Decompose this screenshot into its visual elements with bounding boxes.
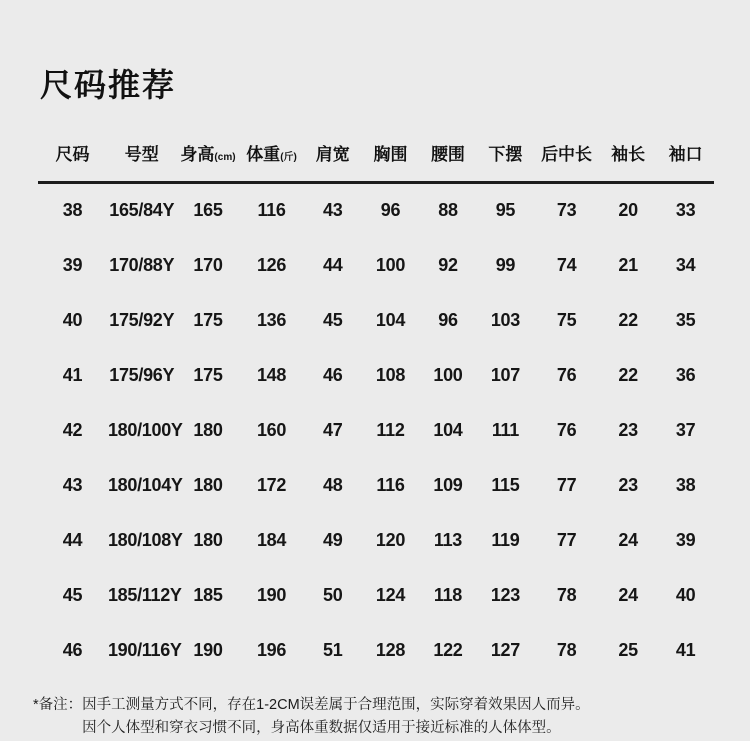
table-cell: 175/96Y (109, 364, 175, 385)
table-cell: 46 (62, 639, 83, 660)
table-row (38, 183, 714, 238)
table-cell: 185 (193, 584, 223, 605)
table-cell: 77 (556, 529, 577, 550)
table-cell: 24 (618, 584, 638, 605)
table-cell: 48 (322, 474, 343, 495)
column-header (534, 130, 599, 183)
column-header-label: 身高 (180, 145, 215, 164)
table-cell: 21 (618, 254, 638, 275)
table-cell: 39 (62, 254, 83, 275)
column-header (362, 130, 419, 183)
table-cell: 104 (433, 419, 463, 440)
table-cell: 34 (675, 254, 696, 275)
table-cell: 96 (380, 200, 401, 221)
table-row (38, 348, 714, 403)
table-cell: 42 (62, 419, 83, 440)
table-cell: 190 (193, 639, 223, 660)
table-cell: 180/104Y (107, 474, 183, 495)
column-header-label: 胸围 (373, 145, 408, 164)
table-cell: 180 (193, 419, 223, 440)
table-cell: 92 (438, 254, 458, 275)
table-cell: 108 (375, 364, 406, 385)
column-header-label: 袖长 (611, 145, 646, 164)
table-cell: 184 (256, 529, 287, 550)
table-row (38, 568, 714, 623)
table-cell: 124 (375, 584, 406, 605)
column-header (599, 130, 657, 183)
table-cell: 113 (433, 529, 463, 550)
table-cell: 123 (490, 584, 520, 605)
table-cell: 196 (256, 639, 287, 660)
table-cell: 50 (322, 584, 343, 605)
table-cell: 180 (193, 529, 223, 550)
column-header-unit: (斤) (280, 152, 297, 163)
table-cell: 23 (618, 474, 638, 495)
table-cell: 44 (62, 529, 83, 550)
table-cell: 180/100Y (107, 419, 183, 440)
table-cell: 22 (618, 364, 638, 385)
column-header-unit: (cm) (214, 152, 236, 163)
table-cell: 99 (495, 254, 516, 275)
table-cell: 128 (375, 639, 406, 660)
table-cell: 45 (62, 584, 83, 605)
table-cell: 73 (556, 200, 577, 221)
table-cell: 116 (257, 200, 286, 221)
column-header-label: 袖口 (668, 145, 703, 164)
table-cell: 39 (675, 529, 696, 550)
table-cell: 37 (675, 419, 696, 440)
table-cell: 190/116Y (107, 639, 182, 660)
table-cell: 78 (556, 639, 577, 660)
table-cell: 40 (62, 309, 83, 330)
column-header-label: 号型 (124, 145, 159, 164)
column-header-label: 下摆 (488, 145, 523, 164)
column-header (304, 130, 362, 183)
table-cell: 170 (193, 254, 223, 275)
table-cell: 160 (256, 419, 287, 440)
column-header-label: 腰围 (430, 145, 465, 164)
table-row (38, 513, 714, 568)
table-cell: 43 (62, 474, 83, 495)
table-cell: 24 (618, 529, 638, 550)
table-cell: 180 (193, 474, 223, 495)
table-cell: 44 (322, 254, 343, 275)
table-cell: 118 (433, 584, 463, 605)
table-cell: 122 (433, 639, 463, 660)
table-cell: 116 (376, 474, 405, 495)
table-row (38, 293, 714, 348)
table-cell: 22 (618, 309, 638, 330)
table-cell: 109 (433, 474, 463, 495)
table-cell: 76 (556, 419, 577, 440)
table-cell: 190 (256, 584, 287, 605)
column-header (107, 130, 177, 183)
column-header-label: 体重 (246, 145, 281, 164)
table-cell: 170/88Y (109, 254, 175, 275)
table-cell: 74 (556, 254, 577, 275)
table-cell: 104 (375, 309, 406, 330)
table-body (38, 183, 714, 678)
table-cell: 23 (618, 419, 638, 440)
footnote-line-1: 因手工测量方式不同，存在1-2CM误差属于合理范围，实际穿着效果因人而异。 (82, 696, 590, 713)
table-cell: 175 (193, 364, 223, 385)
table-cell: 185/112Y (107, 584, 182, 605)
footnote-lines (82, 694, 750, 741)
table-cell: 175/92Y (109, 309, 175, 330)
column-header-label: 后中长 (541, 145, 593, 164)
table-cell: 78 (556, 584, 577, 605)
table-row (38, 458, 714, 513)
table-cell: 165 (193, 200, 223, 221)
table-cell: 126 (256, 254, 287, 275)
table-cell: 75 (556, 309, 577, 330)
table-cell: 100 (375, 254, 406, 275)
table-row (38, 403, 714, 458)
table-cell: 112 (376, 419, 405, 440)
table-cell: 38 (62, 200, 83, 221)
column-header (239, 130, 303, 183)
table-cell: 100 (433, 364, 463, 385)
table-row (38, 238, 714, 293)
table-cell: 46 (322, 364, 343, 385)
table-cell: 41 (675, 639, 696, 660)
column-header-label: 尺码 (55, 145, 90, 164)
page-title: 尺码推荐 (40, 67, 177, 103)
table-cell: 88 (438, 200, 458, 221)
table-cell: 76 (556, 364, 577, 385)
table-cell: 33 (675, 200, 696, 221)
table-cell: 20 (618, 200, 638, 221)
column-header (419, 130, 476, 183)
table-cell: 127 (490, 639, 520, 660)
table-cell: 148 (256, 364, 287, 385)
table-cell: 77 (556, 474, 577, 495)
column-header-label: 肩宽 (315, 145, 350, 164)
table-cell: 136 (256, 309, 287, 330)
table-cell: 51 (322, 639, 343, 660)
column-header (177, 130, 240, 183)
table-cell: 119 (491, 529, 520, 550)
table-cell: 172 (256, 474, 287, 495)
table-cell: 165/84Y (109, 200, 175, 221)
table-cell: 38 (675, 474, 696, 495)
table-cell: 115 (491, 474, 520, 495)
column-header (657, 130, 714, 183)
table-cell: 47 (322, 419, 343, 440)
table-row (38, 623, 714, 678)
table-cell: 49 (322, 529, 343, 550)
table-cell: 95 (495, 200, 516, 221)
column-header (477, 130, 534, 183)
table-cell: 96 (438, 309, 458, 330)
table-cell: 45 (322, 309, 343, 330)
footnote-label: *备注： (33, 696, 83, 713)
table-cell: 120 (375, 529, 406, 550)
table-cell: 111 (491, 419, 519, 440)
table-cell: 43 (322, 200, 343, 221)
table-cell: 40 (675, 584, 696, 605)
table-cell: 175 (193, 309, 223, 330)
footnote-line-2: 因个人体型和穿衣习惯不同，身高体重数据仅适用于接近标准的人体体型。 (82, 720, 561, 736)
footnote (33, 694, 750, 741)
table-cell: 35 (675, 309, 696, 330)
table-cell: 180/108Y (107, 529, 183, 550)
table-cell: 25 (618, 639, 638, 660)
size-table (38, 130, 714, 678)
table-cell: 103 (490, 309, 520, 330)
table-cell: 41 (62, 364, 83, 385)
column-header (38, 130, 107, 183)
table-cell: 36 (675, 364, 696, 385)
table-cell: 107 (490, 364, 520, 385)
table-header-row (38, 130, 714, 183)
